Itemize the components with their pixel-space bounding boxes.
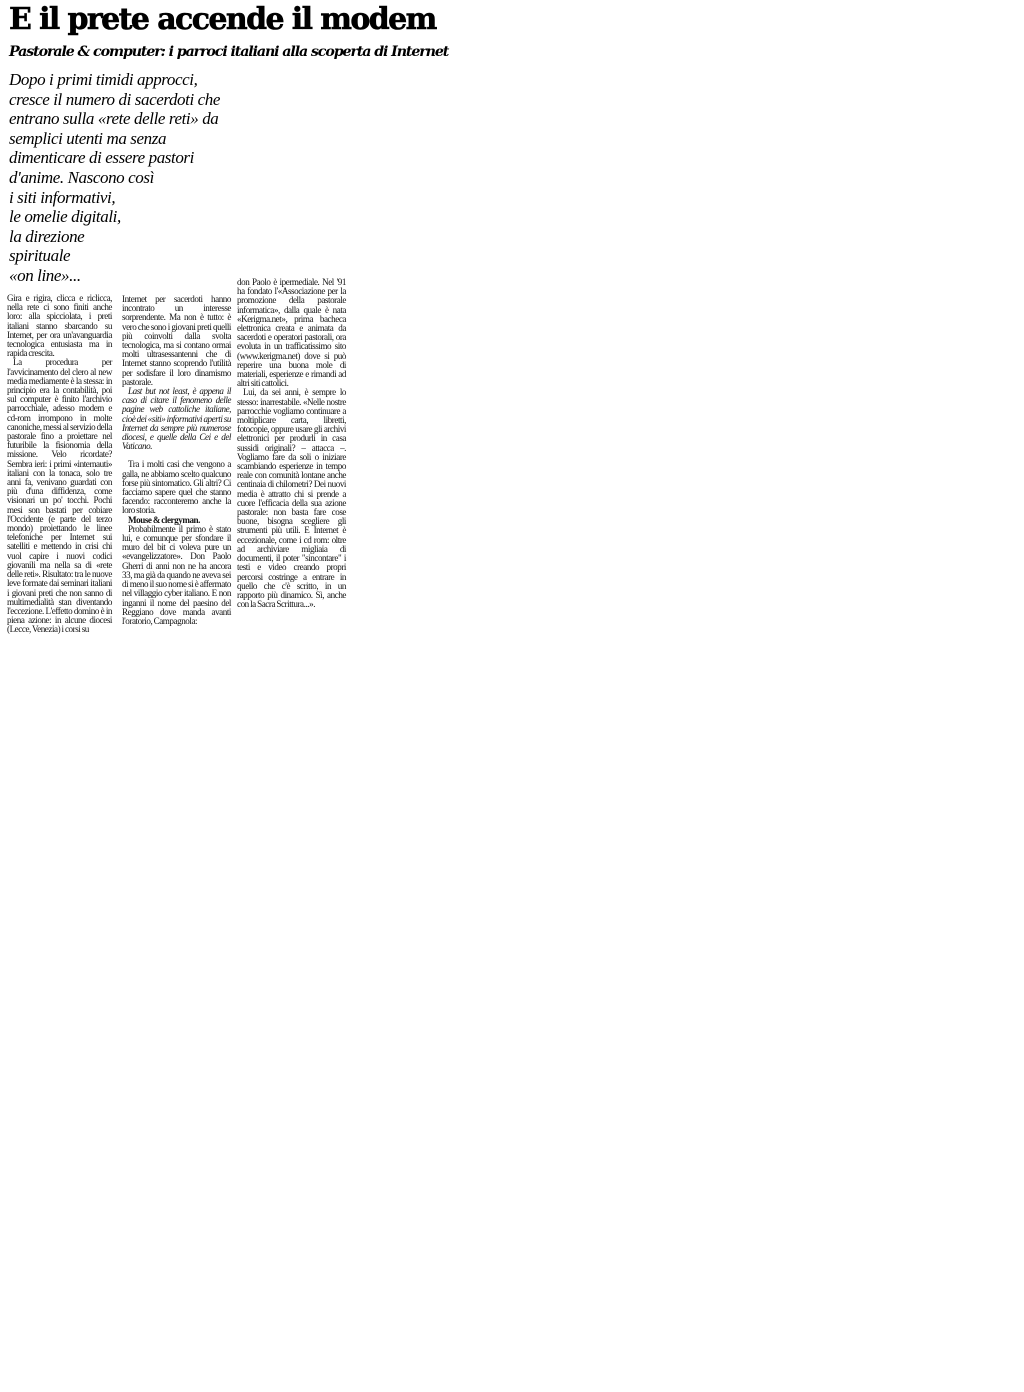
body-column-2 [122, 295, 231, 626]
article-headline: E il prete accende il modem [9, 2, 436, 37]
section-subheading: Mouse & clergyman. [128, 514, 200, 525]
body-column-1 [7, 294, 112, 635]
deck-line: dimenticare di essere pastori [9, 148, 194, 168]
article-subheadline: Pastorale & computer: i parroci italiani alla scoperta di Internet [9, 44, 449, 60]
deck-line: Dopo i primi timidi approcci, [9, 70, 198, 89]
body-column-3 [237, 278, 346, 609]
body-paragraph: don Paolo è ipermediale. Nel '91 ha fondato l'«Associazione per la promozione della pastorale informatica», dalla quale è nata «Kerigma.net», prima bacheca elettronica creata e animata da sacerdoti e operatori pastorali, ora evoluta in un trafficatissimo sito (www.kerigma.net) dove si può reperire una buona mole di materiali, esperienze e rimandi ad altri siti cattolici. [237, 277, 346, 389]
deck-line: la direzione [9, 226, 85, 246]
deck-line: «on line»... [9, 265, 81, 285]
deck-line: spirituale [9, 246, 71, 266]
deck-line: i siti informativi, [9, 187, 116, 207]
body-paragraph: Last but not least, è appena il caso di citare il fenomeno delle pagine web cattoliche italiane, cioè dei «siti» informativi aperti su Internet da sempre più numerose diocesi, e quelle della Cei e del Vaticano. [122, 386, 231, 452]
deck-line: cresce il numero di sacerdoti che [9, 89, 221, 109]
article-deck [9, 70, 249, 286]
body-paragraph: Tra i molti casi che vengono a galla, ne abbiamo scelto qualcuno forse più sintomatico. Gli altri? Ci facciamo sapere quel che stanno facendo: racconteremo anche la loro storia. [122, 459, 231, 516]
deck-line: d'anime. Nascono così [9, 167, 154, 187]
body-paragraph: Lui, da sei anni, è sempre lo stesso: inarrestabile. «Nelle nostre parrocchie vogliamo continuare a moltiplicare carta, libretti, fotocopie, oppure usare gli archivi elettronici per produrli in casa sussidi originali? – attacca –. Vogliamo fare da soli o iniziare scambiando esperienze in tempo reale con comunità lontane anche centinaia di chilometri? Dei nuovi media è attratto chi si prende a cuore l'efficacia della sua azione pastorale: non basta fare cose buone, bisogna scegliere gli strumenti più utili. E Internet è eccezionale, come i cd rom: oltre ad archiviare migliaia di documenti, il poter "sincontare" i testi e video creando propri percorsi costringe a entrare in quello che c'è scritto, in un rapporto più dinamico. Sì, anche con la Sacra Scrittura...». [237, 387, 346, 610]
deck-line: semplici utenti ma senza [9, 128, 167, 148]
body-paragraph: Gira e rigira, clicca e riclicca, nella rete ci sono finiti anche loro: alla spicciolata, i preti italiani stanno sbarcando su Internet, per ora un'avanguardia tecnologica entusiasta ma in rapida crescita. [7, 293, 112, 359]
deck-line: le omelie digitali, [9, 207, 121, 227]
body-paragraph: La procedura per l'avvicinamento del clero al new media mediamente è la stessa: in principio era la contabilità, poi sul computer è finito l'archivio parrocchiale, adesso modem e cd-rom irrompono in molte canoniche, messi al servizio della pastorale fino a proiettare nel futuribile la fisionomia della missione. Velo ricordate? Sembra ieri: i primi «internauti» italiani con la tonaca, solo tre anni fa, venivano guardati con più d'una diffidenza, come visionari un po' tocchi. Pochi mesi son bastati per cobiare l'Occidente (e parte del terzo mondo) proiettando le linee telefoniche per Internet sui satelliti e mettendo in crisi chi vuol capire i nuovi codici giovanili ma nella sa di «rete delle reti». Risultato: tra le nuove leve formate dai seminari italiani i giovani preti che non sanno di multimedialità stan diventando l'eccezione. L'effetto domino è in piena azione: in alcune diocesi (Lecce, Venezia) i corsi su [7, 357, 112, 635]
body-paragraph: Probabilmente il primo è stato lui, e comunque per sfondare il muro del bit ci voleva pure un «evangelizzatore». Don Paolo Gherri di anni non ne ha ancora 33, ma già da quando ne aveva sei di meno il suo nome si è affermato nel villaggio cyber italiano. E non inganni il nome del paesino del Reggiano dove manda avanti l'oratorio, Campagnola: [122, 523, 231, 626]
body-paragraph: Internet per sacerdoti hanno incontrato un interesse sorprendente. Ma non è tutto: è vero che sono i giovani preti quelli più coinvolti dalla svolta tecnologica, ma si contano ormai molti ultrasessantenni che di Internet stanno scoprendo l'utilità per sodisfare il loro dinamismo pastorale. [122, 294, 231, 387]
deck-line: entrano sulla «rete delle reti» da [9, 109, 219, 129]
